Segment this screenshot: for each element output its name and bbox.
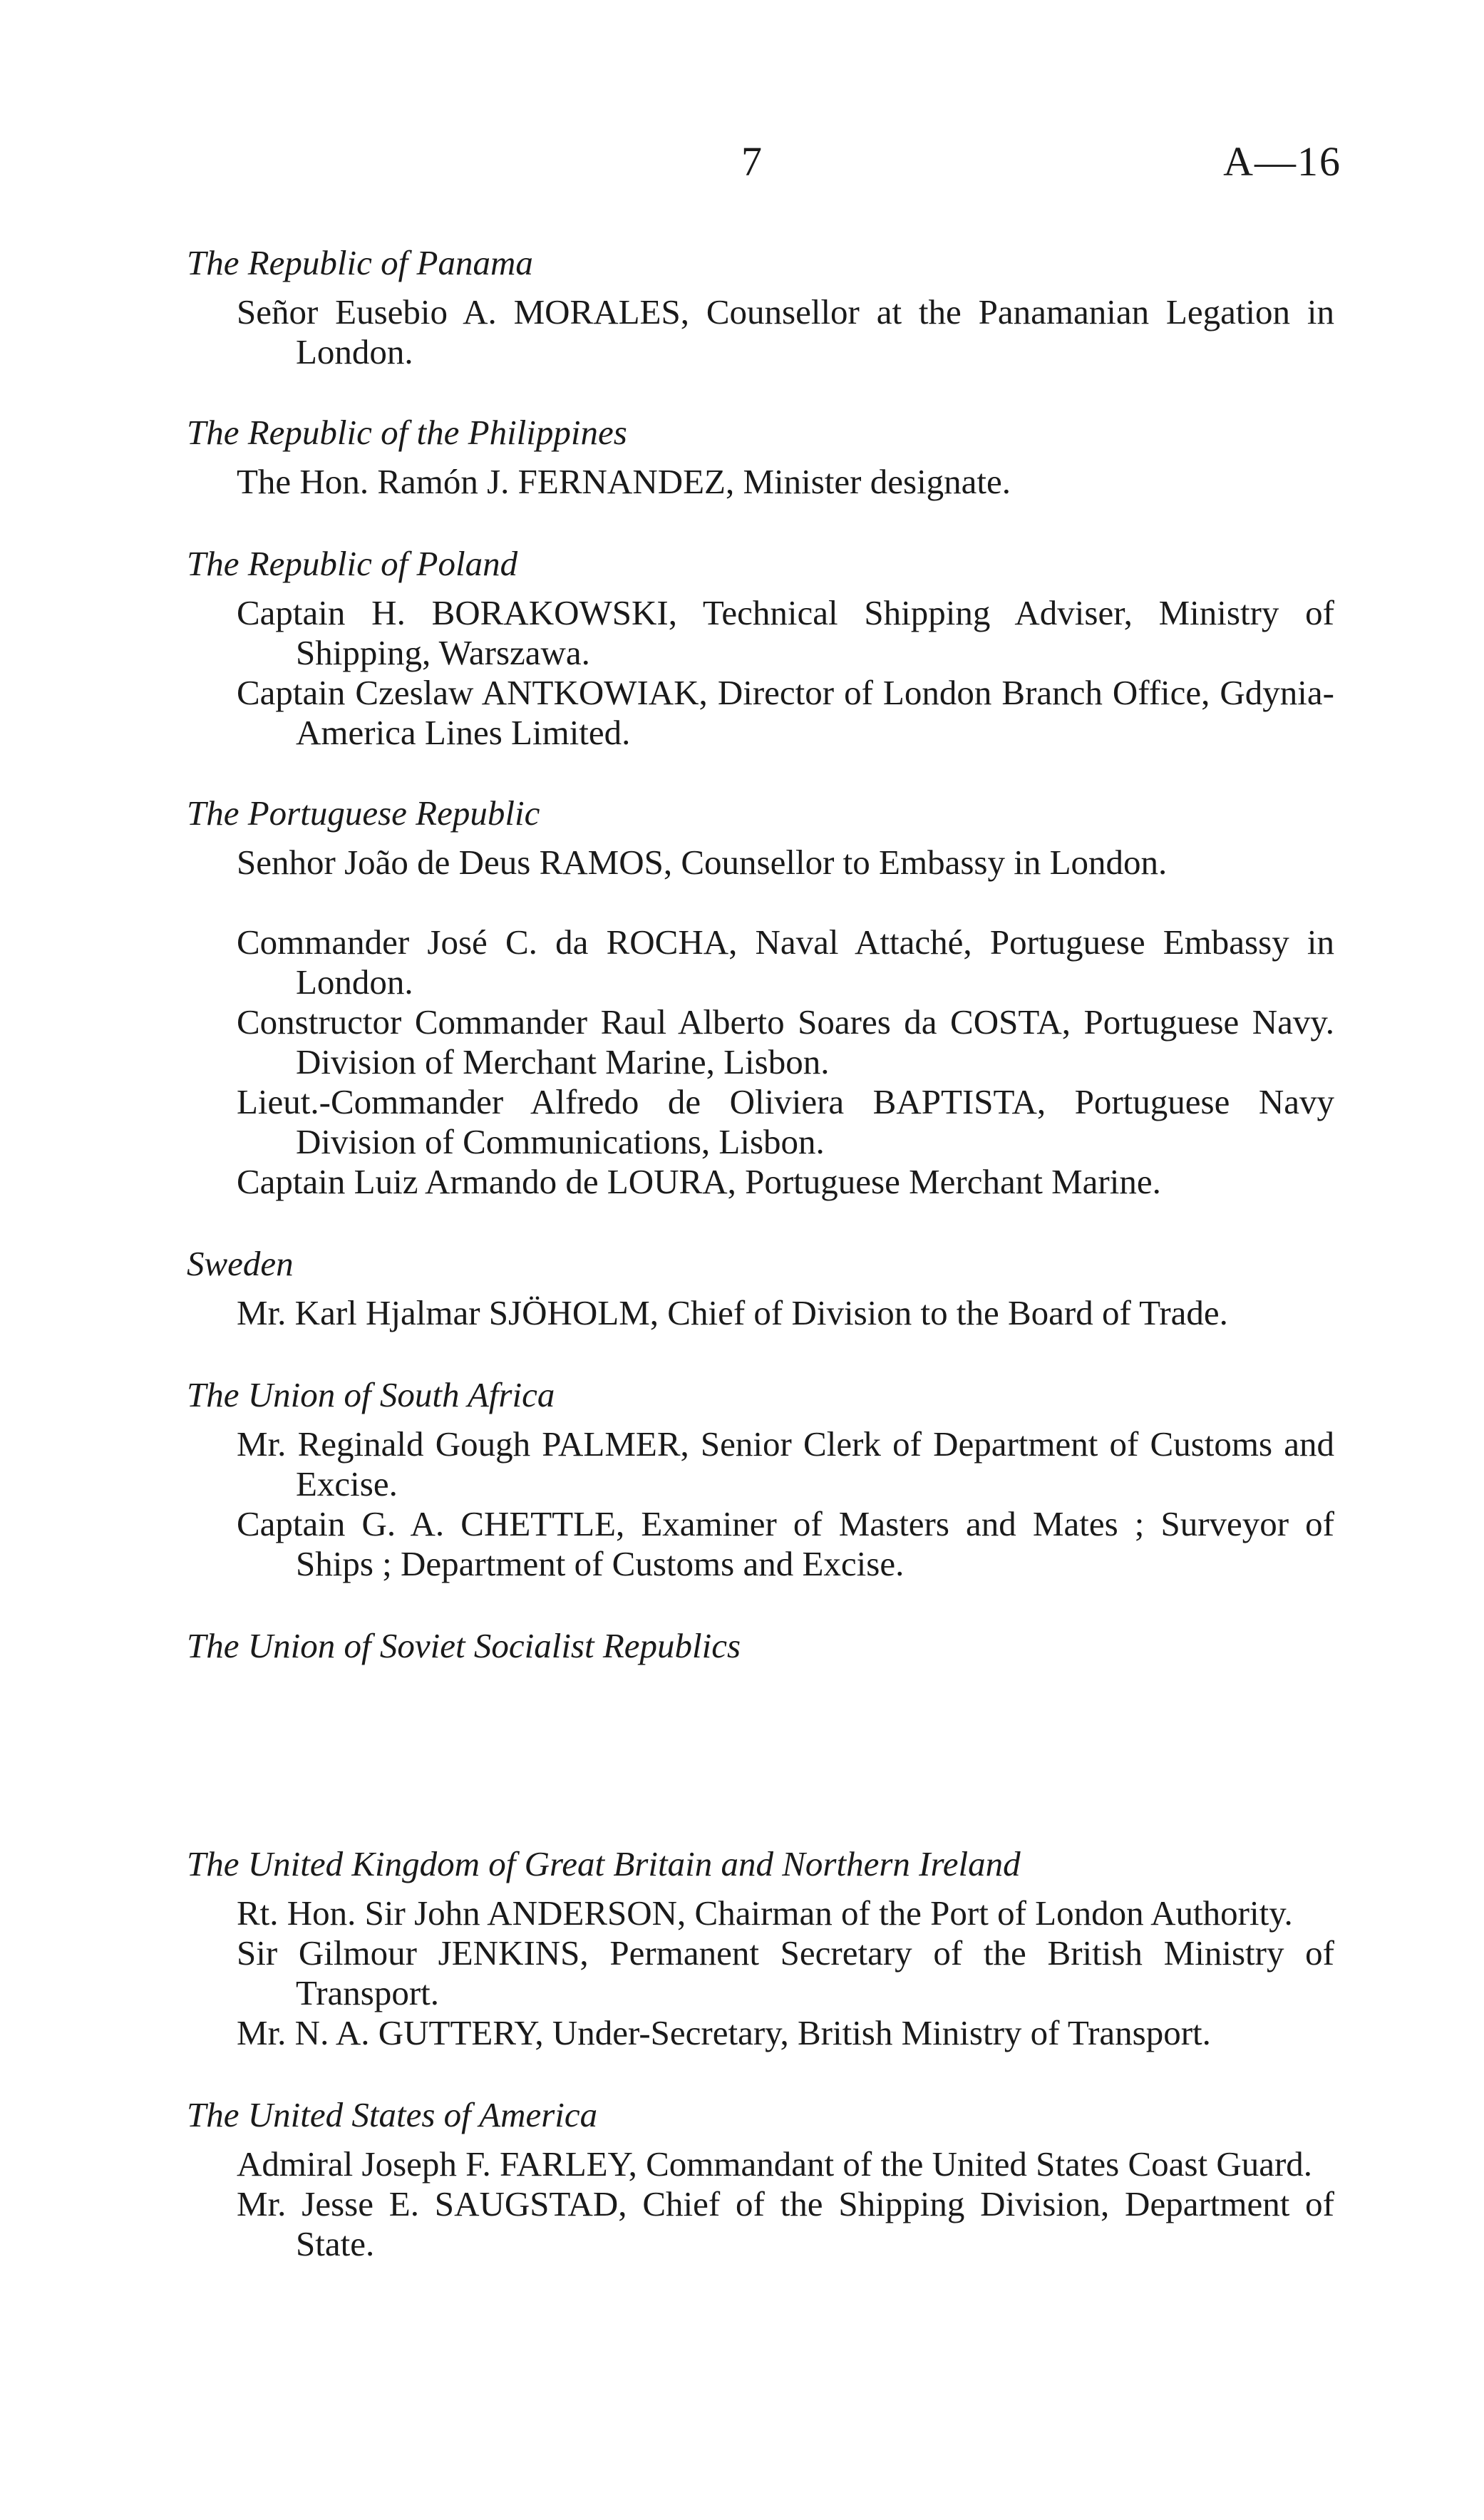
delegate-entry: Commander José C. da ROCHA, Naval Attaché, Portuguese Embassy in London. bbox=[237, 922, 1334, 1002]
section-sweden bbox=[187, 1243, 1334, 1333]
delegate-list bbox=[187, 593, 1334, 753]
delegate-entry: Mr. Karl Hjalmar SJÖHOLM, Chief of Division to the Board of Trade. bbox=[237, 1293, 1228, 1332]
country-heading: The Republic of Poland bbox=[187, 544, 518, 583]
delegate-entry: Mr. Reginald Gough PALMER, Senior Clerk of Department of Customs and Excise. bbox=[237, 1424, 1334, 1503]
delegate-entry: Captain G. A. CHETTLE, Examiner of Masters and Mates ; Surveyor of Ships ; Department of Customs and Excise. bbox=[237, 1504, 1334, 1583]
delegate-entry: Mr. Jesse E. SAUGSTAD, Chief of the Shipping Division, Department of State. bbox=[237, 2184, 1334, 2263]
delegate-entry: Admiral Joseph F. FARLEY, Commandant of the United States Coast Guard. bbox=[237, 2144, 1313, 2184]
delegate-entry: Lieut.-Commander Alfredo de Oliviera BAPTISTA, Portuguese Navy Division of Communications, Lisbon. bbox=[237, 1082, 1334, 1161]
section-south-africa bbox=[187, 1374, 1334, 1584]
section-philippines bbox=[187, 412, 1334, 502]
delegate-entry: Captain H. BORAKOWSKI, Technical Shipping Adviser, Ministry of Shipping, Warszawa. bbox=[237, 593, 1334, 672]
section-panama bbox=[187, 242, 1334, 372]
delegate-entry: Captain Czeslaw ANTKOWIAK, Director of London Branch Office, Gdynia-America Lines Limited. bbox=[237, 673, 1334, 752]
delegate-list bbox=[187, 1293, 1334, 1333]
delegate-entry: Captain Luiz Armando de LOURA, Portuguese Merchant Marine. bbox=[237, 1162, 1161, 1201]
section-united-states bbox=[187, 2094, 1334, 2264]
delegate-list bbox=[187, 1424, 1334, 1584]
section-united-kingdom bbox=[187, 1843, 1334, 2053]
country-heading: The Portuguese Republic bbox=[187, 793, 540, 833]
country-heading: The Republic of the Philippines bbox=[187, 413, 627, 452]
document-reference: A—16 bbox=[1223, 138, 1341, 185]
country-heading: The Republic of Panama bbox=[187, 243, 533, 282]
delegate-entry: Señor Eusebio A. MORALES, Counsellor at the Panamanian Legation in London. bbox=[237, 292, 1334, 371]
delegate-list bbox=[187, 2144, 1334, 2264]
delegate-entry: Constructor Commander Raul Alberto Soares da COSTA, Portuguese Navy. Division of Merchant Marine, Lisbon. bbox=[237, 1002, 1334, 1081]
delegate-entry: The Hon. Ramón J. FERNANDEZ, Minister designate. bbox=[237, 462, 1011, 501]
delegate-entry: Rt. Hon. Sir John ANDERSON, Chairman of the Port of London Authority. bbox=[237, 1893, 1293, 1933]
delegate-entry: Sir Gilmour JENKINS, Permanent Secretary of the British Ministry of Transport. bbox=[237, 1933, 1334, 2012]
delegate-list bbox=[187, 292, 1334, 372]
page-number: 7 bbox=[741, 138, 762, 185]
country-heading: The United Kingdom of Great Britain and Northern Ireland bbox=[187, 1844, 1021, 1883]
delegate-list bbox=[187, 462, 1334, 502]
delegate-list bbox=[187, 1893, 1334, 2053]
section-ussr bbox=[187, 1625, 1334, 1667]
country-heading: The Union of Soviet Socialist Republics bbox=[187, 1626, 741, 1665]
delegations-list bbox=[187, 242, 1334, 2264]
country-heading: The United States of America bbox=[187, 2095, 598, 2134]
country-heading: Sweden bbox=[187, 1244, 294, 1283]
delegate-entry: Senhor João de Deus RAMOS, Counsellor to Embassy in London. bbox=[237, 843, 1168, 882]
country-heading: The Union of South Africa bbox=[187, 1375, 555, 1414]
section-poland bbox=[187, 543, 1334, 753]
delegate-entry: Mr. N. A. GUTTERY, Under-Secretary, British Ministry of Transport. bbox=[237, 2013, 1211, 2052]
delegate-list bbox=[187, 843, 1334, 1202]
section-portugal bbox=[187, 793, 1334, 1202]
